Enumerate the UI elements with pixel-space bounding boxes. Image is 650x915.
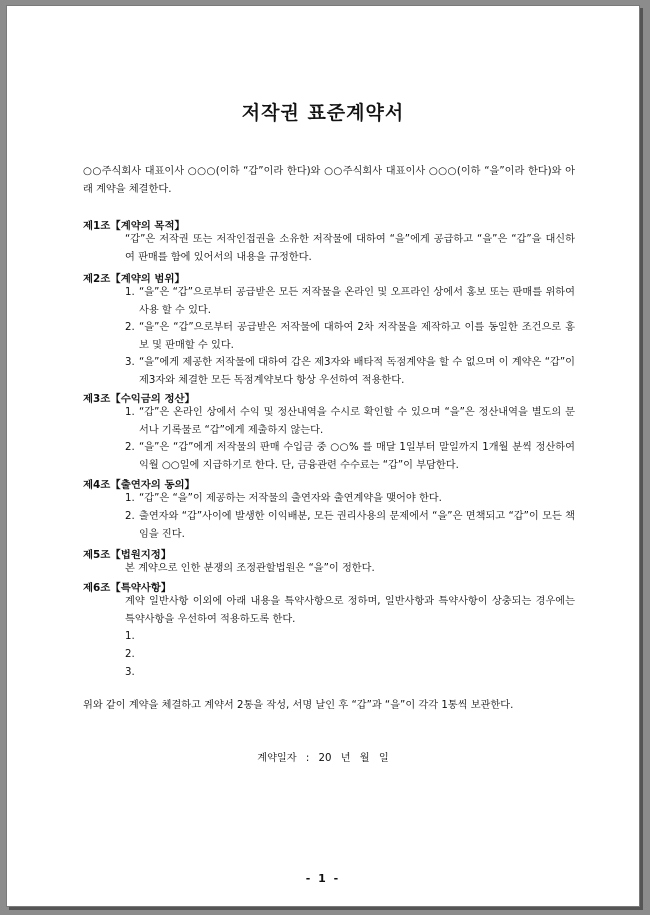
item-text: “갑”은 온라인 상에서 수익 및 정산내역을 수시로 확인할 수 있으며 “을”은 정산내역을 별도의 문서나 기록물로 “갑”에게 제출하지 않는다. [139,407,575,436]
article-2-item-2 [125,319,575,354]
intro-paragraph: ○○주식회사 대표이사 ○○○(이하 “갑”이라 한다)와 ○○주식회사 대표이사 ○○○(이하 “을”이라 한다)와 아래 계약을 체결한다. [83,166,575,195]
article-4-item-1 [125,490,575,508]
article-2-heading: 제2조【계약의 범위】 [83,273,185,285]
article-3-heading: 제3조【수익금의 정산】 [83,393,195,405]
item-text: “을”은 “갑”으로부터 공급받은 저작물에 대하여 2차 저작물을 제작하고 이를 동일한 조건으로 홍보 및 판매할 수 있다. [139,322,575,351]
article-1-heading: 제1조【계약의 목적】 [83,220,185,232]
article-3-item-1 [125,404,575,439]
article-6-heading: 제6조【특약사항】 [83,582,172,594]
item-number: 2. [125,322,135,333]
article-2-item-3 [125,354,575,389]
item-number: 1. [125,287,135,298]
closing-paragraph: 위와 같이 계약을 체결하고 계약서 2통을 작성, 서명 날인 후 “갑”과 “을”이 각각 1통씩 보관한다. [83,700,514,711]
page-number: - 1 - [305,872,341,885]
item-text: “을”은 “갑”으로부터 공급받은 모든 저작물을 온라인 및 오프라인 상에서 홍보 또는 판매를 위하여 사용 할 수 있다. [139,287,575,316]
item-number: 1. [125,493,135,504]
document-title: 저작권 표준계약서 [241,102,405,124]
article-5-body: 본 계약으로 인한 분쟁의 조정관할법원은 “을”이 정한다. [125,563,375,574]
item-text: “을”에게 제공한 저작물에 대하여 갑은 제3자와 배타적 독점계약을 할 수 없으며 이 계약은 “갑”이 제3자와 체결한 모든 독점계약보다 항상 우선하여 적용한다. [139,357,575,386]
item-number: 1. [125,407,135,418]
article-3-item-2 [125,439,575,474]
item-text: 출연자와 “갑”사이에 발생한 이익배분, 모든 권리사용의 문제에서 “을”은 면책되고 “갑”이 모든 책임을 진다. [139,511,575,540]
item-text: “갑”은 “을”이 제공하는 저작물의 출연자와 출연계약을 맺어야 한다. [139,493,442,504]
article-5-heading: 제5조【법원지정】 [83,549,172,561]
article-1-body: “갑”은 저작권 또는 저작인접권을 소유한 저작물에 대하여 “을”에게 공급하고 “을”은 “갑”을 대신하여 판매를 함에 있어서의 내용을 규정한다. [125,234,575,263]
article-2-item-1 [125,284,575,319]
document-page [6,5,640,907]
document-content [7,6,639,906]
item-number: 1. [125,631,135,642]
item-text: “을”은 “갑”에게 저작물의 판매 수입금 중 ○○% 를 매달 1일부터 말일까지 1개월 분씩 정산하여 익월 ○○일에 지급하기로 한다. 단, 금융관련 수수료는 “갑”이 부담한다. [139,442,575,471]
item-number: 3. [125,667,135,678]
item-number: 3. [125,357,135,368]
item-number: 2. [125,511,135,522]
item-number: 2. [125,442,135,453]
article-6-body: 계약 일반사항 이외에 아래 내용을 특약사항으로 정하며, 일반사항과 특약사항이 상충되는 경우에는 특약사항을 우선하여 적용하도록 한다. [125,596,575,625]
item-number: 2. [125,649,135,660]
article-4-item-2 [125,508,575,543]
article-4-heading: 제4조【출연자의 동의】 [83,479,195,491]
contract-date: 계약일자 : 20 년 월 일 [257,753,389,764]
